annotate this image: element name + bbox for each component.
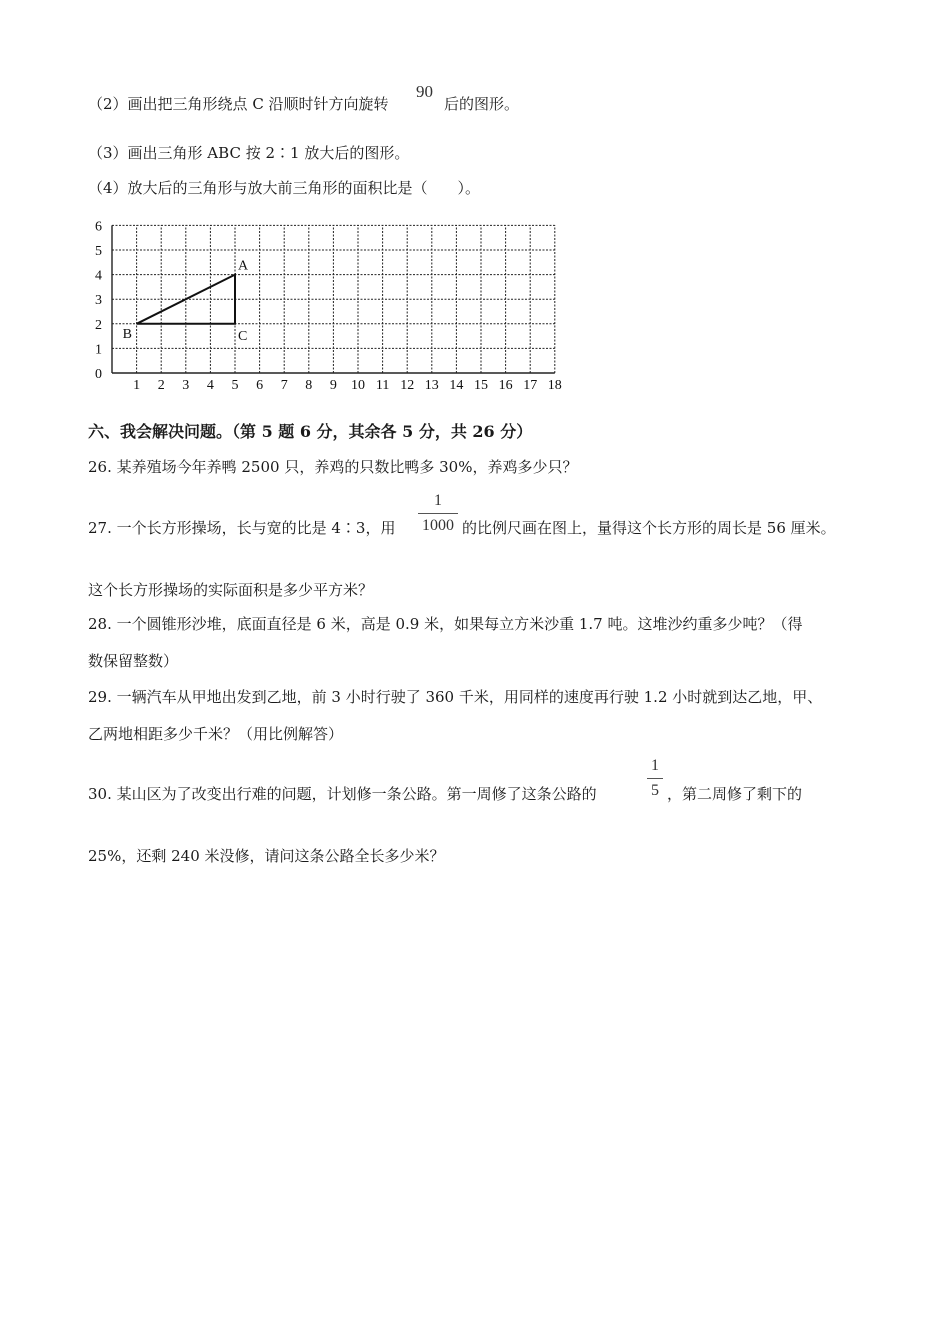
question-4: （4）放大后的三角形与放大前三角形的面积比是（ ）。 bbox=[88, 179, 481, 197]
question-28-line2: 数保留整数） bbox=[88, 652, 179, 670]
point-label-b: B bbox=[122, 326, 132, 342]
x-tick-label: 10 bbox=[351, 378, 365, 393]
question-2-text: （2）画出把三角形绕点 C 沿顺时针方向旋转 bbox=[88, 95, 389, 113]
scale-fraction bbox=[418, 492, 458, 535]
question-27-line2: 这个长方形操场的实际面积是多少平方米？ bbox=[88, 581, 374, 599]
question-30-line2: 25%，还剩 240 米没修，请问这条公路全长多少米？ bbox=[88, 847, 445, 865]
question-2 bbox=[88, 94, 389, 114]
x-tick-label: 1 bbox=[133, 378, 141, 393]
x-tick-label: 12 bbox=[400, 378, 415, 393]
y-tick-label: 4 bbox=[95, 268, 102, 284]
question-26: 26. 某养殖场今年养鸭 2500 只，养鸡的只数比鸭多 30%，养鸡多少只？ bbox=[88, 458, 578, 476]
question-29-line1: 29. 一辆汽车从甲地出发到乙地，前 3 小时行驶了 360 千米，用同样的速度再行驶 1.2 小时就到达乙地，甲、 bbox=[88, 688, 823, 706]
fraction-denominator: 5 bbox=[651, 782, 659, 799]
question-29-line2: 乙两地相距多少千米？（用比例解答） bbox=[88, 725, 344, 743]
question-3: （3）画出三角形 ABC 按 2∶1 放大后的图形。 bbox=[88, 144, 410, 162]
x-tick-label: 7 bbox=[280, 378, 288, 393]
x-tick-label: 16 bbox=[498, 378, 513, 393]
scale-fraction-denominator: 1000 bbox=[422, 517, 454, 534]
x-tick-label: 8 bbox=[305, 378, 313, 393]
y-tick-label: 3 bbox=[95, 293, 102, 309]
question-30-suffix: ，第二周修了剩下的 bbox=[667, 785, 803, 803]
x-tick-label: 3 bbox=[182, 378, 190, 393]
point-label-c: C bbox=[238, 328, 248, 344]
x-tick-label: 5 bbox=[231, 378, 239, 393]
question-27-suffix: 的比例尺画在图上，量得这个长方形的周长是 56 厘米。 bbox=[462, 519, 836, 537]
question-27-prefix: 27. 一个长方形操场，长与宽的比是 4∶3，用 bbox=[88, 519, 396, 537]
x-tick-label: 2 bbox=[157, 378, 165, 393]
scale-fraction-numerator: 1 bbox=[418, 492, 458, 514]
y-tick-label: 6 bbox=[95, 219, 102, 235]
fraction-one-fifth bbox=[647, 757, 663, 800]
section-6-title: 六、我会解决问题。（第 5 题 6 分，其余各 5 分，共 26 分） bbox=[88, 422, 533, 441]
fraction-numerator: 1 bbox=[647, 757, 663, 779]
x-tick-label: 18 bbox=[547, 378, 562, 393]
coordinate-grid-figure bbox=[90, 210, 570, 396]
y-tick-label: 5 bbox=[95, 244, 102, 259]
y-tick-label: 2 bbox=[95, 317, 102, 333]
x-tick-label: 17 bbox=[523, 378, 538, 393]
x-tick-label: 13 bbox=[424, 378, 439, 393]
question-2-suffix: 后的图形。 bbox=[444, 95, 520, 113]
question-30-prefix: 30. 某山区为了改变出行难的问题，计划修一条公路。第一周修了这条公路的 bbox=[88, 785, 597, 803]
y-tick-label: 1 bbox=[95, 342, 102, 358]
point-label-a: A bbox=[238, 258, 249, 274]
x-tick-label: 6 bbox=[256, 378, 264, 393]
x-tick-label: 4 bbox=[206, 378, 214, 393]
x-tick-label: 15 bbox=[474, 378, 488, 393]
x-tick-label: 9 bbox=[329, 378, 337, 393]
x-tick-label: 11 bbox=[375, 378, 390, 393]
rotation-angle: 90 bbox=[416, 82, 433, 101]
x-tick-label: 14 bbox=[449, 378, 464, 393]
y-tick-label: 0 bbox=[95, 367, 102, 382]
question-28-line1: 28. 一个圆锥形沙堆，底面直径是 6 米，高是 0.9 米，如果每立方米沙重 1.7 吨。这堆沙约重多少吨？（得 bbox=[88, 615, 803, 633]
